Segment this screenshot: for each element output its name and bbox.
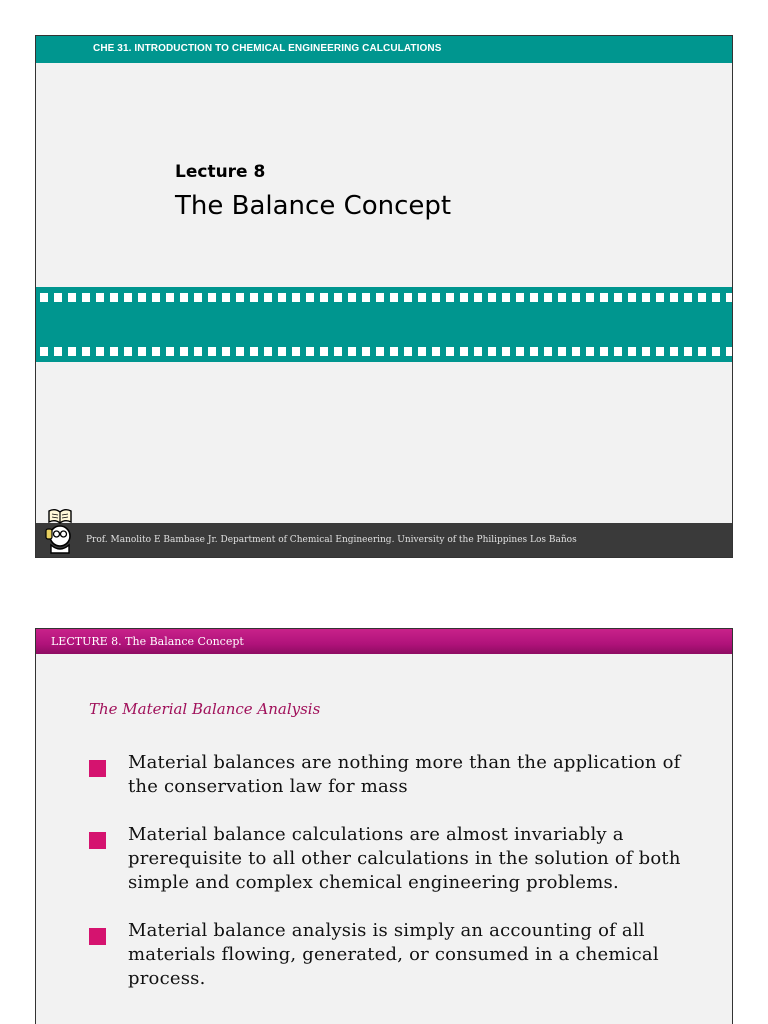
filmstrip-hole <box>642 347 650 356</box>
filmstrip-hole <box>166 293 174 302</box>
filmstrip-hole <box>446 293 454 302</box>
filmstrip-hole <box>208 347 216 356</box>
filmstrip-hole <box>152 293 160 302</box>
filmstrip-hole <box>348 293 356 302</box>
filmstrip-hole <box>96 293 104 302</box>
filmstrip-hole <box>726 293 732 302</box>
filmstrip-hole <box>516 293 524 302</box>
title-slide <box>35 35 733 558</box>
filmstrip-hole <box>54 347 62 356</box>
slide-header-bar <box>36 36 732 63</box>
filmstrip-hole <box>82 293 90 302</box>
filmstrip-hole <box>432 293 440 302</box>
filmstrip-hole <box>726 347 732 356</box>
filmstrip-hole <box>558 347 566 356</box>
filmstrip-hole <box>684 293 692 302</box>
filmstrip-hole <box>278 293 286 302</box>
filmstrip-hole <box>250 293 258 302</box>
filmstrip-hole <box>516 347 524 356</box>
filmstrip-hole <box>628 293 636 302</box>
filmstrip-hole <box>418 293 426 302</box>
filmstrip-hole <box>68 293 76 302</box>
filmstrip-hole <box>40 293 48 302</box>
filmstrip-hole <box>376 347 384 356</box>
filmstrip-hole <box>124 347 132 356</box>
filmstrip-hole <box>698 347 706 356</box>
filmstrip-perforations-bottom <box>40 347 732 356</box>
filmstrip-hole <box>488 293 496 302</box>
filmstrip-band <box>36 287 732 362</box>
filmstrip-hole <box>712 347 720 356</box>
slide-subtitle: The Material Balance Analysis <box>89 700 321 718</box>
filmstrip-hole <box>334 293 342 302</box>
filmstrip-hole <box>138 293 146 302</box>
book-reader-logo-icon <box>43 505 77 555</box>
filmstrip-hole <box>418 347 426 356</box>
filmstrip-hole <box>460 347 468 356</box>
lecture-header: LECTURE 8. The Balance Concept <box>51 635 244 648</box>
filmstrip-hole <box>306 293 314 302</box>
filmstrip-hole <box>166 347 174 356</box>
lecture-title: The Balance Concept <box>175 191 452 221</box>
filmstrip-hole <box>264 347 272 356</box>
filmstrip-hole <box>642 293 650 302</box>
filmstrip-hole <box>82 347 90 356</box>
filmstrip-hole <box>292 347 300 356</box>
filmstrip-hole <box>320 293 328 302</box>
course-title: CHE 31. INTRODUCTION TO CHEMICAL ENGINEERING CALCULATIONS <box>93 43 442 54</box>
filmstrip-hole <box>194 347 202 356</box>
filmstrip-hole <box>572 347 580 356</box>
square-bullet-icon <box>89 832 106 849</box>
square-bullet-icon <box>89 928 106 945</box>
filmstrip-hole <box>656 347 664 356</box>
bullet-text: Material balances are nothing more than the application of the conservation law for mass <box>128 752 681 797</box>
filmstrip-hole <box>614 293 622 302</box>
bullet-item <box>89 919 699 991</box>
filmstrip-hole <box>376 293 384 302</box>
filmstrip-hole <box>502 347 510 356</box>
filmstrip-hole <box>208 293 216 302</box>
filmstrip-hole <box>222 293 230 302</box>
filmstrip-hole <box>306 347 314 356</box>
filmstrip-hole <box>124 293 132 302</box>
bullet-list <box>89 751 699 1015</box>
filmstrip-hole <box>236 347 244 356</box>
filmstrip-hole <box>152 347 160 356</box>
filmstrip-hole <box>362 293 370 302</box>
filmstrip-hole <box>544 347 552 356</box>
filmstrip-hole <box>362 347 370 356</box>
filmstrip-hole <box>264 293 272 302</box>
filmstrip-hole <box>404 347 412 356</box>
filmstrip-hole <box>530 347 538 356</box>
filmstrip-hole <box>292 293 300 302</box>
filmstrip-hole <box>670 293 678 302</box>
filmstrip-hole <box>586 347 594 356</box>
filmstrip-hole <box>194 293 202 302</box>
lecture-number: Lecture 8 <box>175 162 266 182</box>
filmstrip-hole <box>684 347 692 356</box>
filmstrip-hole <box>68 347 76 356</box>
filmstrip-hole <box>320 347 328 356</box>
filmstrip-hole <box>404 293 412 302</box>
filmstrip-hole <box>628 347 636 356</box>
filmstrip-hole <box>656 293 664 302</box>
slide-footer-bar <box>36 523 732 557</box>
filmstrip-hole <box>488 347 496 356</box>
filmstrip-hole <box>334 347 342 356</box>
filmstrip-hole <box>278 347 286 356</box>
filmstrip-hole <box>110 347 118 356</box>
filmstrip-hole <box>432 347 440 356</box>
bullet-item <box>89 823 699 895</box>
filmstrip-hole <box>712 293 720 302</box>
filmstrip-hole <box>670 347 678 356</box>
filmstrip-hole <box>236 293 244 302</box>
filmstrip-hole <box>558 293 566 302</box>
filmstrip-hole <box>138 347 146 356</box>
filmstrip-hole <box>390 347 398 356</box>
filmstrip-hole <box>586 293 594 302</box>
filmstrip-hole <box>572 293 580 302</box>
filmstrip-perforations-top <box>40 293 732 302</box>
filmstrip-hole <box>180 347 188 356</box>
filmstrip-hole <box>446 347 454 356</box>
slide-header-bar <box>36 629 732 654</box>
filmstrip-hole <box>390 293 398 302</box>
filmstrip-hole <box>180 293 188 302</box>
filmstrip-hole <box>614 347 622 356</box>
content-slide <box>35 628 733 1024</box>
bullet-item <box>89 751 699 799</box>
bullet-text: Material balance calculations are almost invariably a prerequisite to all other calculations in the solution of both simple and complex chemical engineering problems. <box>128 824 681 893</box>
filmstrip-hole <box>40 347 48 356</box>
filmstrip-hole <box>474 293 482 302</box>
filmstrip-hole <box>600 347 608 356</box>
filmstrip-hole <box>460 293 468 302</box>
filmstrip-hole <box>530 293 538 302</box>
filmstrip-hole <box>110 293 118 302</box>
author-credit: Prof. Manolito E Bambase Jr. Department of Chemical Engineering. University of the Philippines Los Baños <box>86 535 577 545</box>
square-bullet-icon <box>89 760 106 777</box>
filmstrip-hole <box>698 293 706 302</box>
filmstrip-hole <box>502 293 510 302</box>
filmstrip-hole <box>96 347 104 356</box>
filmstrip-hole <box>222 347 230 356</box>
bullet-text: Material balance analysis is simply an accounting of all materials flowing, generated, or consumed in a chemical process. <box>128 920 659 989</box>
filmstrip-hole <box>54 293 62 302</box>
filmstrip-hole <box>474 347 482 356</box>
filmstrip-hole <box>348 347 356 356</box>
filmstrip-hole <box>250 347 258 356</box>
filmstrip-hole <box>544 293 552 302</box>
filmstrip-hole <box>600 293 608 302</box>
